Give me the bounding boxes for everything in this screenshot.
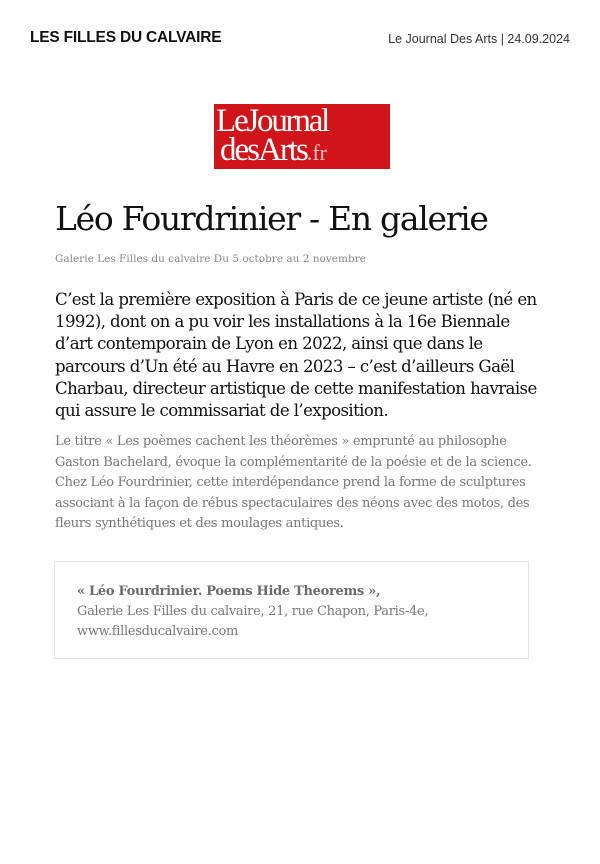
logo-line-1: LeJournal (216, 103, 329, 139)
logo-suffix: .fr (306, 140, 327, 165)
exhibition-website[interactable]: www.fillesducalvaire.com (77, 624, 239, 639)
logo-line-2 (220, 134, 327, 169)
exhibition-title: « Léo Fourdrinier. Poems Hide Theorems », (77, 584, 381, 599)
article-subtitle: Galerie Les Filles du calvaire Du 5 octobre au 2 novembre (55, 253, 366, 265)
exhibition-info-box (54, 561, 529, 659)
gallery-name: LES FILLES DU CALVAIRE (30, 29, 222, 46)
journal-des-arts-logo (214, 104, 390, 169)
logo-line-2-text: desArts (220, 132, 307, 168)
exhibition-address: Galerie Les Filles du calvaire, 21, rue Chapon, Paris-4e, (77, 604, 429, 619)
article-body: Le titre « Les poèmes cachent les théorèmes » emprunté au philosophe Gaston Bachelard, évoque la complémentarité de la poésie et de la science. Chez Léo Fourdrinier, cette interdépendance prend la forme de sculptures associant à la façon de rébus spectaculaires des néons avec des motos, des fleurs synthétiques et des moulages antiques. (55, 434, 532, 531)
source-and-date: Le Journal Des Arts | 24.09.2024 (388, 32, 570, 46)
article-title: Léo Fourdrinier - En galerie (55, 199, 488, 238)
article-lead: C’est la première exposition à Paris de ce jeune artiste (né en 1992), dont on a pu voir les installations à la 16e Biennale d’art contemporain de Lyon en 2022, ainsi que dans le parcours d’Un été au Havre en 2023 – c’est d’ailleurs Gaël Charbau, directeur artistique de cette manifestation havraise qui assure le commissariat de l’exposition. (55, 290, 537, 421)
